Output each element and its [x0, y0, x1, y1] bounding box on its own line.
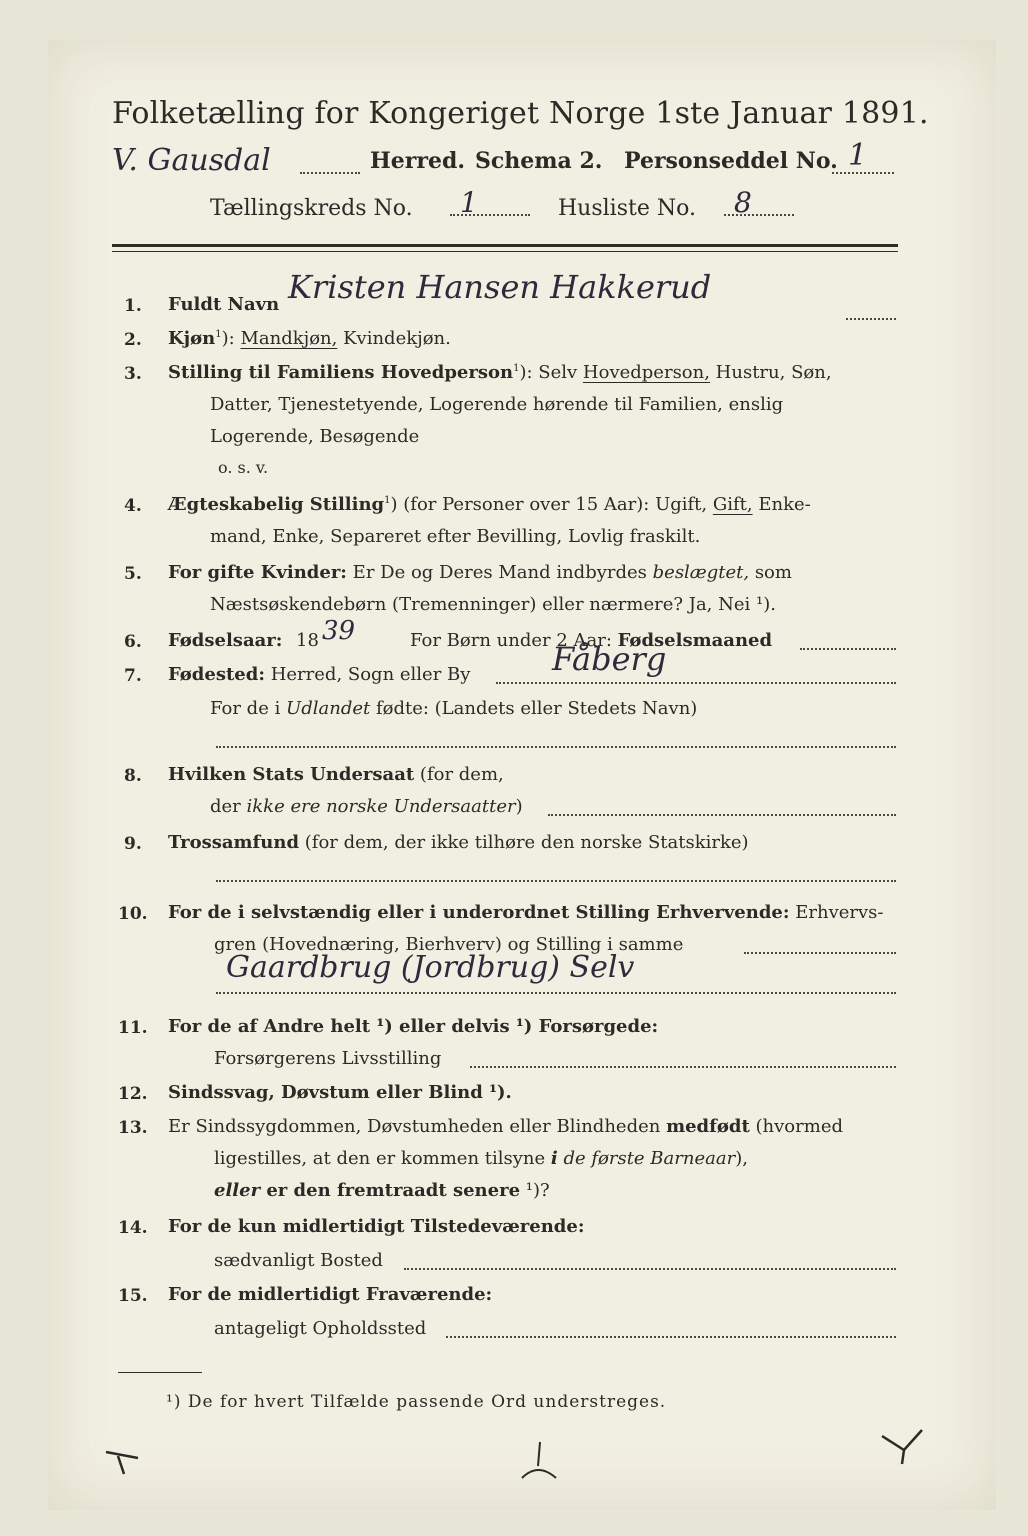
item-11-dotline [470, 1066, 896, 1068]
birth-year-value: 39 [322, 616, 356, 646]
herred-label: Herred. [370, 148, 466, 174]
item-11-label: For de af Andre helt ¹) eller delvis ¹) Forsørgede: [168, 1016, 659, 1037]
item-6-under2: For Børn under 2 Aar: [410, 630, 618, 651]
corner-mark-center [516, 1440, 562, 1488]
item-3-line-3: Logerende, Besøgende [210, 426, 420, 447]
item-6-number: 6. [124, 632, 142, 652]
item-9-dotline [216, 880, 896, 882]
item-13-line-3 [214, 1180, 550, 1201]
item-2-label: Kjøn [168, 328, 216, 349]
item-9-number: 9. [124, 834, 142, 854]
item-5-line-1 [168, 562, 792, 583]
corner-mark-left [104, 1448, 140, 1476]
item-1-label: Fuldt Navn [168, 294, 280, 315]
item-3-text: ): Selv [519, 362, 583, 383]
item-7-label: Fødested: [168, 664, 265, 685]
item-4-line-1 [168, 494, 811, 515]
footnote-rule [118, 1372, 202, 1373]
item-1-number: 1. [124, 296, 142, 316]
kreds-label: Tællingskreds No. [210, 196, 413, 221]
item-1-dotline [846, 318, 896, 320]
item-8-dotline [548, 814, 896, 816]
item-8-l2b: ) [515, 796, 523, 817]
item-14-line-2: sædvanligt Bosted [214, 1250, 383, 1271]
item-9-line [168, 832, 749, 853]
item-5-rest: som [749, 562, 792, 583]
item-8-line-1 [168, 764, 504, 785]
personseddel-dotline [832, 172, 894, 174]
item-10-dotline-2 [216, 992, 896, 994]
item-8-line-2 [210, 796, 523, 817]
item-14-dotline [404, 1268, 896, 1270]
full-name-value: Kristen Hansen Hakkerud [288, 268, 712, 306]
occupation-value: Gaardbrug (Jordbrug) Selv [226, 950, 635, 985]
item-15-number: 15. [118, 1286, 148, 1306]
item-7-l2a: For de i [210, 698, 287, 719]
item-7-l2b: fødte: (Landets eller Stedets Navn) [370, 698, 698, 719]
item-3-label: Stilling til Familiens Hovedperson [168, 362, 514, 383]
item-10-line-2: gren (Hovednæring, Bierhverv) og Stilling i samme [214, 934, 684, 955]
item-13-text: Er Sindssygdommen, Døvstumheden eller Blindheden [168, 1116, 667, 1137]
item-12-number: 12. [118, 1084, 148, 1104]
item-13-l3b: er den fremtraadt senere [260, 1180, 521, 1201]
header-rule-thick [112, 244, 898, 247]
item-5-line-2: Næstsøskendebørn (Tremenninger) eller nærmere? Ja, Nei ¹). [210, 594, 776, 615]
item-3-line-1 [168, 362, 832, 383]
item-8-label: Hvilken Stats Undersaat [168, 764, 415, 785]
header-rule-thin [112, 251, 898, 252]
item-8-l2a: der [210, 796, 247, 817]
item-7-line-2 [210, 698, 697, 719]
item-2-sup: 1 [215, 329, 222, 340]
item-3-line-2: Datter, Tjenestetyende, Logerende hørende til Familien, enslig [210, 394, 784, 415]
item-3-line-4: o. s. v. [218, 458, 269, 477]
item-7-number: 7. [124, 666, 142, 686]
item-8-number: 8. [124, 766, 142, 786]
item-14-number: 14. [118, 1218, 148, 1238]
gender-selected: Mandkjøn, [240, 328, 338, 349]
kreds-dotline [450, 214, 530, 216]
birth-year-prefix: 18 [296, 630, 319, 651]
item-5-number: 5. [124, 564, 142, 584]
item-7-dotline-2 [216, 746, 896, 748]
item-13-rest: (hvormed [749, 1116, 843, 1137]
item-12-label: Sindssvag, Døvstum eller Blind ¹). [168, 1082, 512, 1103]
item-3-rest: Hustru, Søn, [709, 362, 832, 383]
item-5-text: Er De og Deres Mand indbyrdes [346, 562, 653, 583]
item-6-label: Fødselsaar: [168, 630, 283, 651]
item-7-dotline [496, 682, 896, 684]
item-8-text: (for dem, [414, 764, 504, 785]
item-13-l2c: ), [735, 1148, 748, 1169]
item-2-number: 2. [124, 330, 142, 350]
item-4-sup: 1 [384, 495, 391, 506]
family-position-selected: Hovedperson, [582, 362, 710, 383]
item-13-l2a: ligestilles, at den er kommen tilsyne [214, 1148, 551, 1169]
item-10-number: 10. [118, 904, 148, 924]
item-4-number: 4. [124, 496, 142, 516]
footnote: ¹) De for hvert Tilfælde passende Ord understreges. [166, 1392, 667, 1412]
item-4-label: Ægteskabelig Stilling [168, 494, 385, 515]
item-11-number: 11. [118, 1018, 148, 1038]
item-10-text: Erhvervs- [789, 902, 884, 923]
item-5-italic: beslægtet, [652, 562, 750, 583]
item-14-label: For de kun midlertidigt Tilstedeværende: [168, 1216, 585, 1237]
schema-label: Schema 2. [475, 148, 603, 174]
corner-mark-right [880, 1426, 926, 1466]
item-7-line-1 [168, 664, 470, 685]
item-6-month-label: Fødselsmaaned [617, 630, 773, 651]
kreds-value: 1 [460, 186, 478, 219]
birthplace-value: Fåberg [552, 640, 667, 678]
item-10-dotline [744, 952, 896, 954]
item-13-line-2 [214, 1148, 748, 1169]
husliste-label: Husliste No. [558, 196, 696, 221]
item-3-sup: 1 [513, 363, 520, 374]
item-8-l2ital: ikke ere norske Undersaatter [246, 796, 516, 817]
form-title: Folketælling for Kongeriget Norge 1ste Januar 1891. [112, 96, 929, 131]
item-13-l2ital: de første Barneaar [557, 1148, 736, 1169]
item-13-l2b: i [550, 1148, 558, 1169]
item-13-bold: medfødt [666, 1116, 750, 1137]
item-3-number: 3. [124, 364, 142, 384]
item-13-l3c: ¹)? [520, 1180, 550, 1201]
item-7-l2ital: Udlandet [286, 698, 371, 719]
husliste-value: 8 [734, 186, 752, 219]
item-4-rest: Enke- [752, 494, 811, 515]
item-4-line-2: mand, Enke, Separeret efter Bevilling, Lovlig fraskilt. [210, 526, 701, 547]
herred-dotline [300, 172, 360, 174]
husliste-dotline [724, 214, 794, 216]
herred-value: V. Gausdal [112, 143, 271, 178]
item-10-label: For de i selvstændig eller i underordnet Stilling Erhvervende: [168, 902, 790, 923]
item-9-text: (for dem, der ikke tilhøre den norske Statskirke) [299, 832, 749, 853]
item-9-label: Trossamfund [168, 832, 300, 853]
item-4-text: ) (for Personer over 15 Aar): Ugift, [390, 494, 713, 515]
personseddel-value: 1 [848, 138, 868, 173]
marital-selected: Gift, [712, 494, 753, 515]
item-15-label: For de midlertidigt Fraværende: [168, 1284, 493, 1305]
item-5-label: For gifte Kvinder: [168, 562, 347, 583]
gender-other: Kvindekjøn. [337, 328, 451, 349]
item-15-line-2: antageligt Opholdssted [214, 1318, 427, 1339]
item-10-line-1 [168, 902, 884, 923]
item-7-text: Herred, Sogn eller By [264, 664, 471, 685]
item-2-text: ): [221, 328, 241, 349]
item-2-line [168, 328, 451, 349]
item-13-number: 13. [118, 1118, 148, 1138]
item-11-line-2: Forsørgerens Livsstilling [214, 1048, 442, 1069]
item-13-l3ital: eller [214, 1180, 261, 1201]
personseddel-label: Personseddel No. [624, 148, 838, 174]
item-6-dotline [800, 648, 896, 650]
item-13-line-1 [168, 1116, 843, 1137]
item-15-dotline [446, 1336, 896, 1338]
